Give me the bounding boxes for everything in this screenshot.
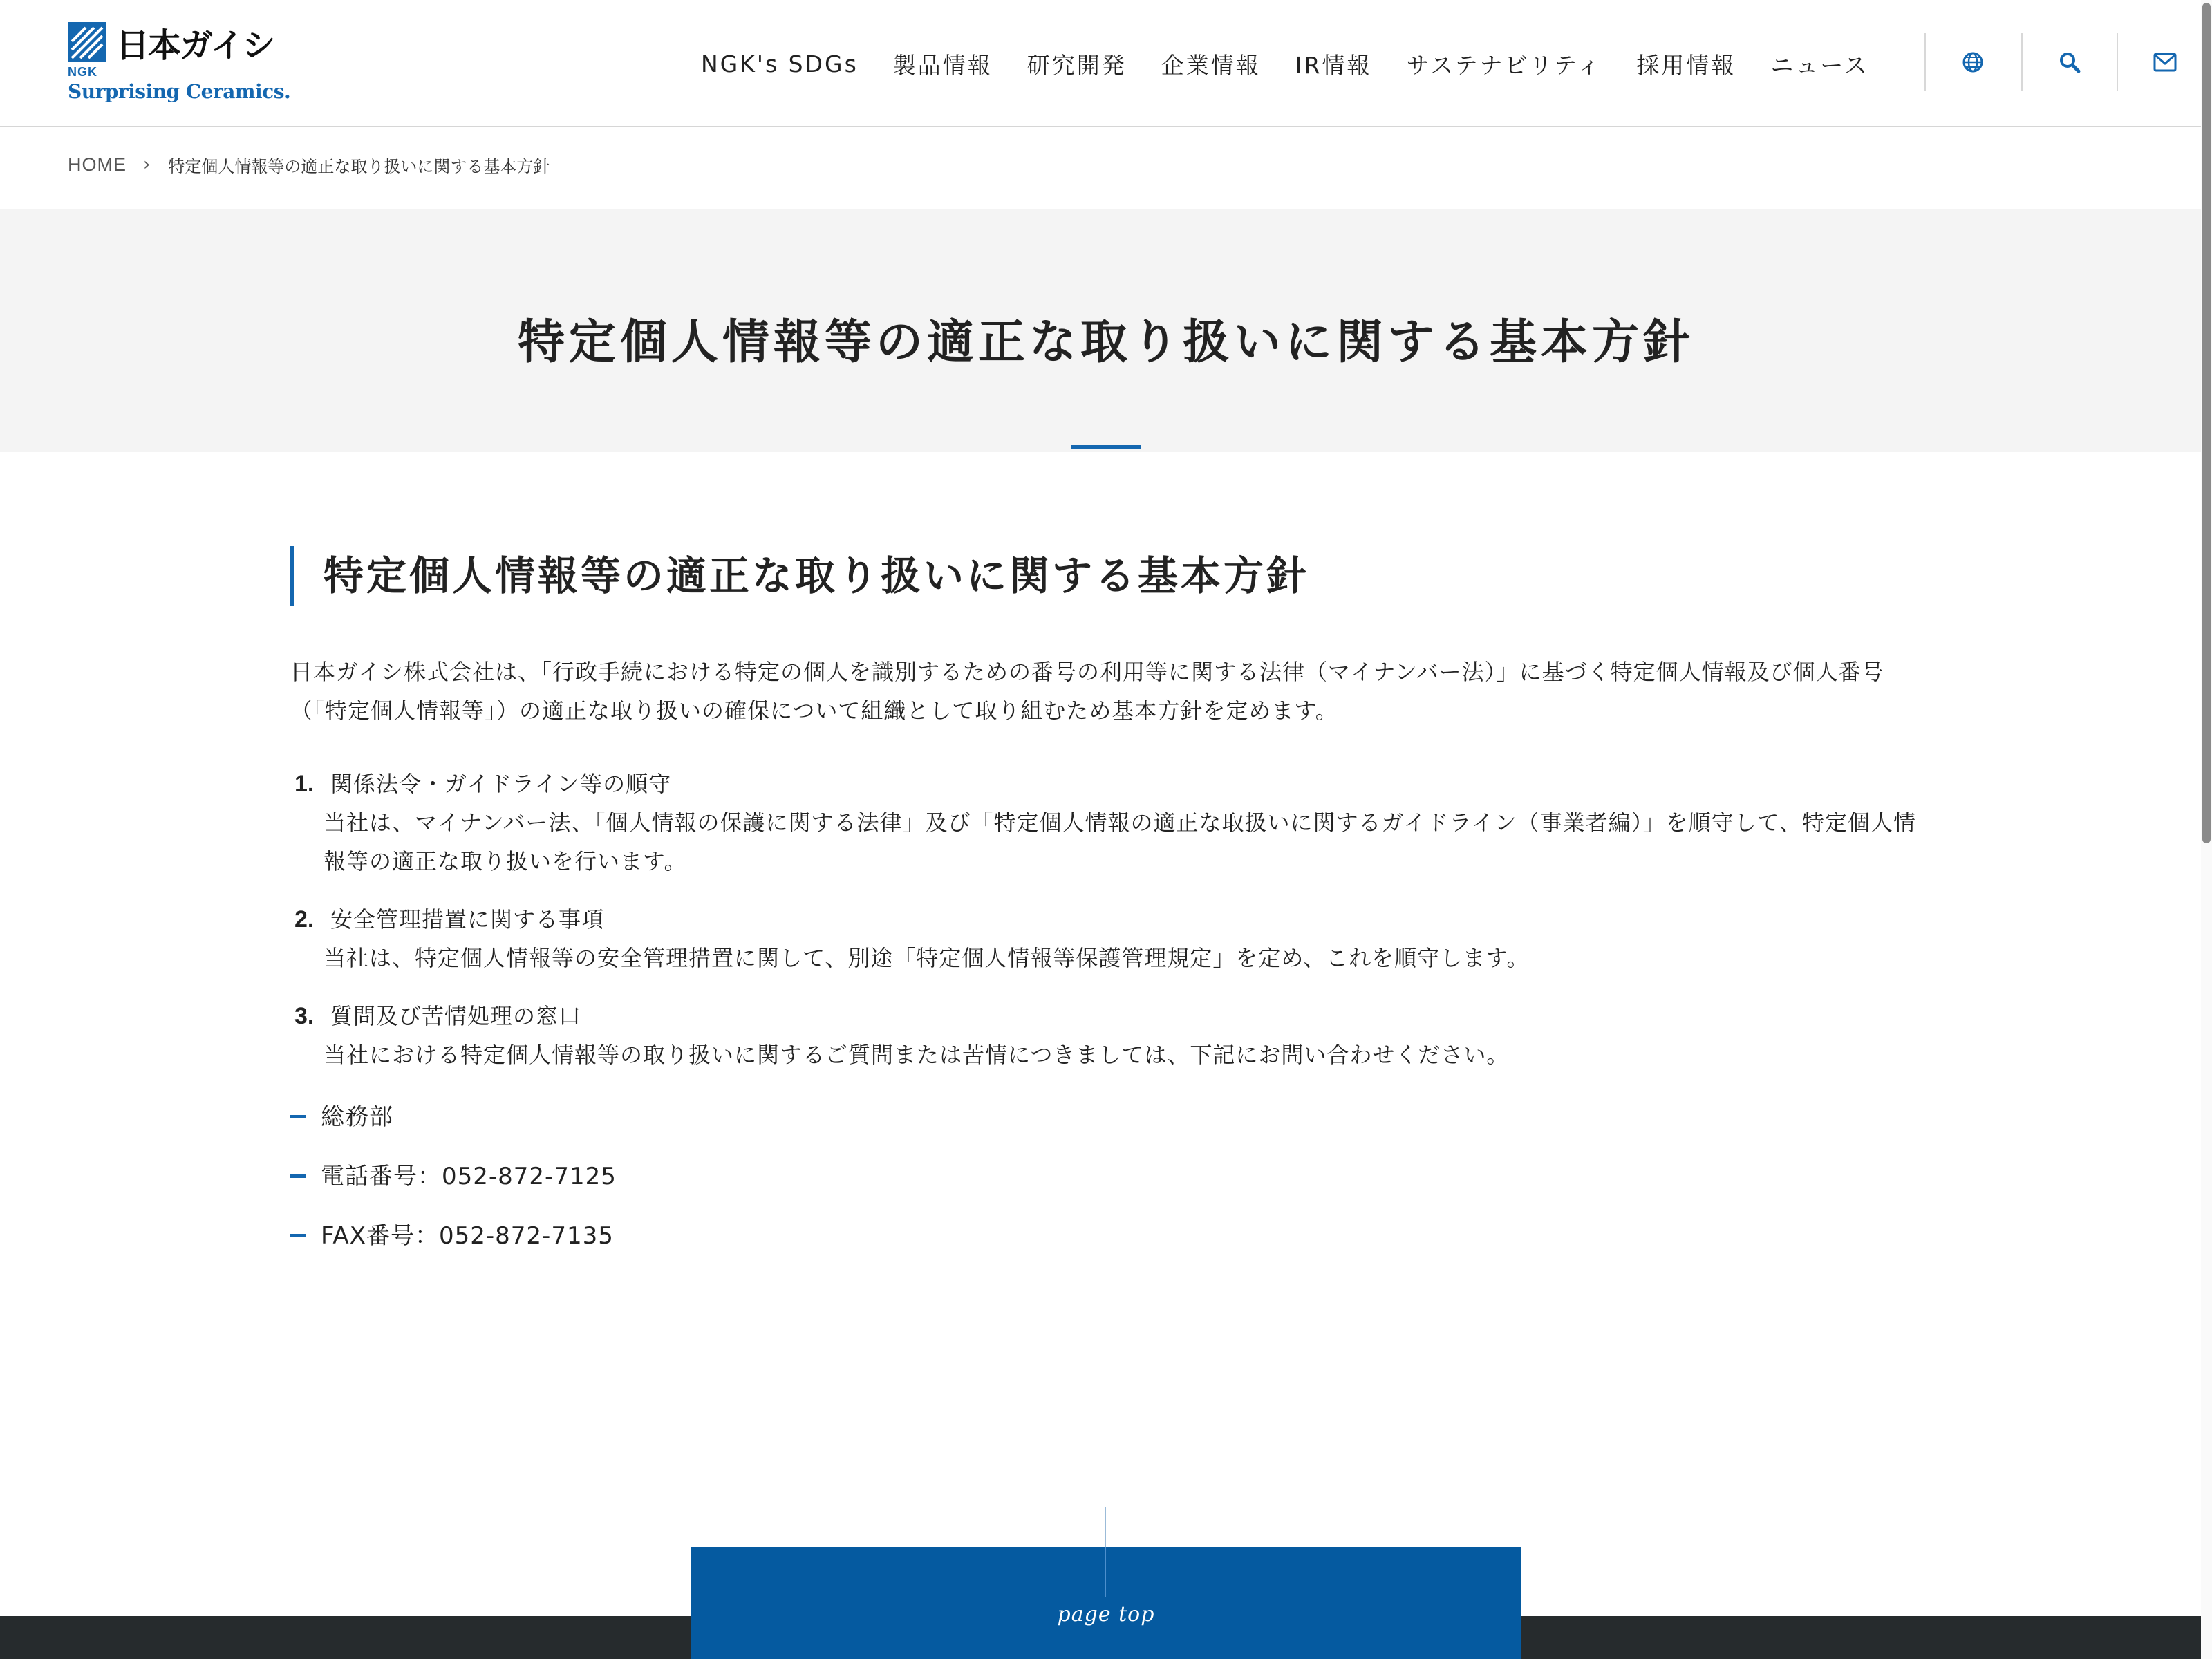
- contact-department: 総務部: [290, 1098, 617, 1157]
- ngk-logo[interactable]: [68, 22, 291, 105]
- policy-item-number: 1.: [294, 771, 315, 797]
- breadcrumb: [68, 151, 550, 178]
- policy-item-heading: 関係法令・ガイドライン等の順守: [330, 771, 672, 797]
- policy-list: [290, 765, 1929, 1094]
- contact-phone: 電話番号：052-872-7125: [290, 1157, 617, 1217]
- policy-item: [290, 765, 1929, 881]
- search-icon: [2059, 51, 2081, 73]
- globe-icon: [1962, 51, 1984, 73]
- policy-item: [290, 997, 1929, 1074]
- contact-list: [290, 1098, 617, 1276]
- breadcrumb-current: 特定個人情報等の適正な取り扱いに関する基本方針: [168, 156, 550, 176]
- contact-fax: FAX番号：052-872-7135: [290, 1217, 617, 1276]
- page-top-label: page top: [1057, 1602, 1155, 1627]
- policy-item-heading: 質問及び苦情処理の窓口: [330, 1003, 582, 1029]
- site-header: [0, 0, 2212, 127]
- logo-mark-text: NGK: [68, 65, 97, 79]
- section-title: 特定個人情報等の適正な取り扱いに関する基本方針: [290, 546, 1309, 606]
- language-button[interactable]: [1924, 33, 2020, 91]
- search-button[interactable]: [2021, 33, 2117, 91]
- intro-paragraph: 日本ガイシ株式会社は、「行政手続における特定の個人を識別するための番号の利用等に関する法律（マイナンバー法）」に基づく特定個人情報及び個人番号（「特定個人情報等」）の適正な取り扱いの確保について組織として取り組むため基本方針を定めます。: [290, 659, 1884, 724]
- policy-item: [290, 900, 1929, 977]
- mail-icon: [2153, 53, 2177, 72]
- logo-company-name: 日本ガイシ: [116, 26, 274, 65]
- page-hero: [0, 209, 2212, 452]
- nav-item-products[interactable]: 製品情報: [892, 51, 993, 79]
- policy-item-body: 当社における特定個人情報等の取り扱いに関するご質問または苦情につきましては、下記にお問い合わせください。: [324, 1042, 1510, 1068]
- title-underline: [1071, 445, 1141, 449]
- policy-item-number: 2.: [294, 906, 315, 932]
- breadcrumb-home-link[interactable]: HOME: [68, 153, 126, 175]
- scrollbar-thumb[interactable]: [2202, 3, 2211, 843]
- logo-tagline: Surprising Ceramics.: [68, 80, 291, 103]
- page-top-button[interactable]: [691, 1547, 1521, 1659]
- nav-item-company[interactable]: 企業情報: [1161, 51, 1261, 79]
- nav-item-news[interactable]: ニュース: [1770, 51, 1869, 79]
- policy-item-body: 当社は、特定個人情報等の安全管理措置に関して、別途「特定個人情報等保護管理規定」を定め、これを順守します。: [324, 945, 1530, 971]
- nav-item-recruit[interactable]: 採用情報: [1636, 51, 1736, 79]
- global-nav: [691, 43, 1904, 84]
- nav-item-ir[interactable]: IR情報: [1295, 51, 1372, 79]
- policy-item-body: 当社は、マイナンバー法、「個人情報の保護に関する法律」及び「特定個人情報の適正な取扱いに関するガイドライン（事業者編）」を順守して、特定個人情報等の適正な取り扱いを行います。: [324, 809, 1916, 874]
- breadcrumb-separator-icon: ›: [143, 154, 151, 175]
- page-top-line-upper: [1105, 1507, 1106, 1547]
- page-title: 特定個人情報等の適正な取り扱いに関する基本方針: [517, 315, 1694, 370]
- policy-item-heading: 安全管理措置に関する事項: [330, 906, 605, 932]
- contact-button[interactable]: [2117, 33, 2212, 91]
- policy-item-number: 3.: [294, 1003, 315, 1029]
- nav-item-research[interactable]: 研究開発: [1027, 51, 1127, 79]
- nav-item-sustainability[interactable]: サステナビリティ: [1406, 51, 1602, 79]
- nav-item-sdgs[interactable]: NGK's SDGs: [701, 50, 859, 77]
